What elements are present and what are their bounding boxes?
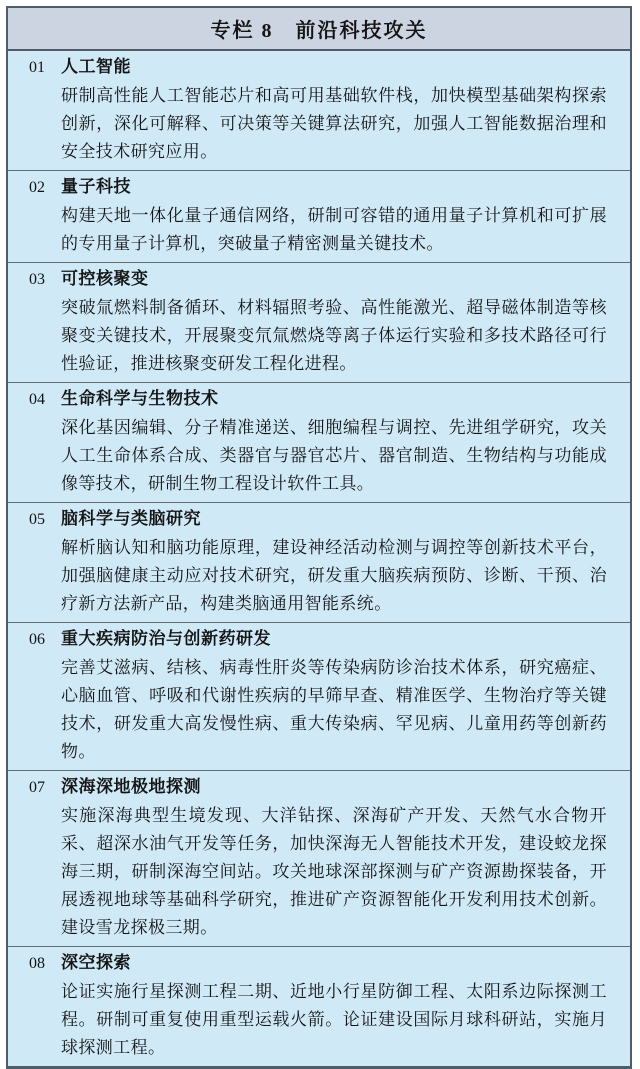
panel-body (8, 51, 630, 1066)
section-body: 研制高性能人工智能芯片和高可用基础软件栈，加快模型基础架构探索创新，深化可解释、可决策等关键算法研究，加强人工智能数据治理和安全技术研究应用。 (61, 86, 607, 161)
section-number: 08 (29, 955, 45, 972)
panel-title: 专栏 8 前沿科技攻关 (210, 20, 428, 42)
section-life-science-biotech (8, 382, 630, 502)
section-number: 07 (29, 779, 45, 796)
section-number: 05 (29, 511, 45, 528)
section-body: 实施深海典型生境发现、大洋钻探、深海矿产开发、天然气水合物开采、超深水油气开发等任务，加快深海无人智能技术开发，建设蛟龙探海三期，研制深海空间站。攻关地球深部探测与矿产资源勘探装备，开展透视地球等基础科学研究，推进矿产资源智能化开发利用技术创新。建设雪龙探极三期。 (61, 806, 607, 937)
section-deep-sea-earth-polar (8, 770, 630, 946)
feature-box-frontier-tech (6, 6, 632, 1069)
section-controlled-fusion (8, 262, 630, 382)
section-title: 生命科学与生物技术 (61, 389, 219, 408)
section-heading (29, 505, 607, 534)
section-body: 论证实施行星探测工程二期、近地小行星防御工程、太阳系边际探测工程。研制可重复使用重型运载火箭。论证建设国际月球科研站，实施月球探测工程。 (61, 982, 607, 1057)
panel-header (8, 8, 630, 51)
section-number: 02 (29, 179, 45, 196)
section-title: 人工智能 (61, 57, 131, 76)
section-title: 脑科学与类脑研究 (61, 509, 201, 528)
section-body: 解析脑认知和脑功能原理，建设神经活动检测与调控等创新技术平台，加强脑健康主动应对技术研究，研发重大脑疾病预防、诊断、干预、治疗新方法新产品，构建类脑通用智能系统。 (61, 538, 607, 613)
section-body: 构建天地一体化量子通信网络，研制可容错的通用量子计算机和可扩展的专用量子计算机，突破量子精密测量关键技术。 (61, 206, 607, 253)
section-title: 量子科技 (61, 177, 131, 196)
section-deep-space (8, 946, 630, 1066)
section-number: 04 (29, 391, 45, 408)
section-heading (29, 385, 607, 414)
section-number: 01 (29, 59, 45, 76)
section-quantum-tech (8, 170, 630, 262)
section-body: 突破氚燃料制备循环、材料辐照考验、高性能激光、超导磁体制造等核聚变关键技术，开展聚变氘氚燃烧等离子体运行实验和多技术路径可行性验证，推进核聚变研发工程化进程。 (61, 298, 607, 373)
section-number: 03 (29, 271, 45, 288)
section-disease-innovative-drugs (8, 622, 630, 770)
section-title: 深海深地极地探测 (61, 777, 201, 796)
section-heading (29, 173, 607, 202)
section-title: 可控核聚变 (61, 269, 149, 288)
section-heading (29, 625, 607, 654)
section-heading (29, 265, 607, 294)
section-title: 深空探索 (61, 953, 131, 972)
section-body: 完善艾滋病、结核、病毒性肝炎等传染病防诊治技术体系，研究癌症、心脑血管、呼吸和代谢性疾病的早筛早查、精准医学、生物治疗等关键技术，研发重大高发慢性病、重大传染病、罕见病、儿童用药等创新药物。 (61, 658, 607, 761)
section-heading (29, 53, 607, 82)
section-heading (29, 949, 607, 978)
section-body: 深化基因编辑、分子精准递送、细胞编程与调控、先进组学研究，攻关人工生命体系合成、类器官与器官芯片、器官制造、生物结构与功能成像等技术，研制生物工程设计软件工具。 (61, 418, 607, 493)
section-number: 06 (29, 631, 45, 648)
section-heading (29, 773, 607, 802)
section-artificial-intelligence (8, 51, 630, 170)
section-title: 重大疾病防治与创新药研发 (61, 629, 271, 648)
section-brain-science (8, 502, 630, 622)
